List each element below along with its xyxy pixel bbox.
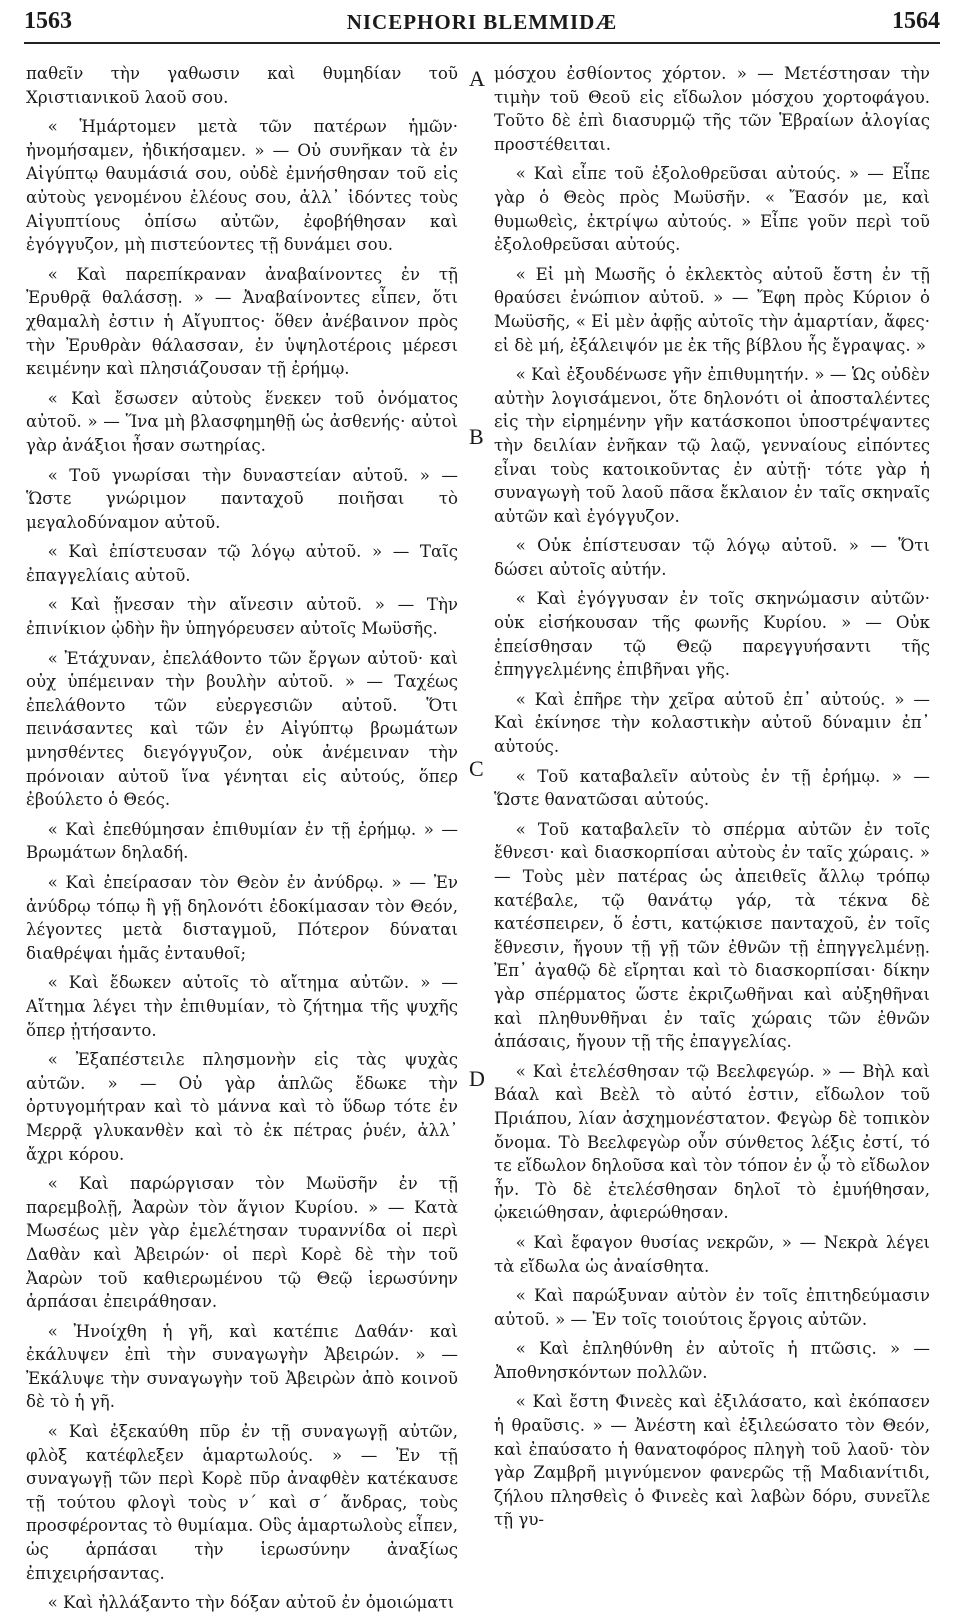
section-marker-a: A [469,66,485,91]
paragraph: « Οὐκ ἐπίστευσαν τῷ λόγῳ αὐτοῦ. » — Ὅτι δώσει αὐτοῖς αὐτήν. [494,536,930,579]
paragraph: « Καὶ ἐξουδένωσε γῆν ἐπιθυμητήν. » — Ὡς οὐδὲν αὐτὴν λογισάμενοι, ὅτε δηλονότι οἱ ἀποσταλέντες εἰς τὴν εἰρημένην γῆν κατάσκοποι ὑποστρέψαντες τὴν δειλίαν ἐνῆκαν τῷ λαῷ, γενναίους εἰπόντες εἶναι τοὺς κατοικοῦντας ἐν αὐτῇ· τότε γὰρ ἡ συναγωγὴ τοῦ λαοῦ πᾶσα ἔκλαιον ἐν ταῖς σκηναῖς αὐτῶν καὶ ἐγόγγυζον. [494,365,930,526]
paragraph: « Τοῦ γνωρίσαι τὴν δυναστείαν αὐτοῦ. » — Ὥστε γνώριμον πανταχοῦ ποιῆσαι τὸ μεγαλοδύναμον αὐτοῦ. [26,465,458,532]
paragraph: « Καὶ ἐπείρασαν τὸν Θεὸν ἐν ἀνύδρῳ. » — Ἐν ἀνύδρῳ τόπῳ ἢ γῇ δηλονότι ἐδοκίμασαν τὸν Θεόν, λέγοντες μετὰ δισταγμοῦ, Πότερον δύναται διαθρέψαι ἡμᾶς ἐνταυθοῖ; [26,873,458,963]
paragraph: « Καὶ ἐπεθύμησαν ἐπιθυμίαν ἐν τῇ ἐρήμῳ. » — Βρωμάτων δηλαδή. [26,819,458,863]
paragraph: « Καὶ εἶπε τοῦ ἐξολοθρεῦσαι αὐτούς. » — Εἶπε γὰρ ὁ Θεὸς πρὸς Μωϋσῆν. « Ἔασόν με, καὶ θυμωθεὶς, ἐκτρίψω αὐτούς. » Εἶπε γοῦν περὶ τοῦ ἐξολοθρεῦσαι αὐτούς. [494,164,930,255]
running-title: NICEPHORI BLEMMIDÆ [346,10,618,34]
paragraph: « Ἐξαπέστειλε πλησμονὴν εἰς τὰς ψυχὰς αὐτῶν. » — Οὐ γὰρ ἁπλῶς ἔδωκε τὴν ὀρτυγομήτραν καὶ τὸ μάννα καὶ τὸ ὕδωρ τότε ἐν Μερρᾷ γλυκανθὲν καὶ τὸ ἐκ πέτρας ῥυέν, ἀλλ᾽ ἄχρι κόρου. [26,1050,458,1164]
paragraph: « Καὶ ἐπῆρε τὴν χεῖρα αὐτοῦ ἐπ᾽ αὐτούς. » — Καὶ ἐκίνησε τὴν κολαστικὴν αὐτοῦ δύναμιν ἐπ᾽ αὐτούς. [494,689,930,757]
section-marker-c: C [469,756,484,781]
paragraph: « Ἠνοίχθη ἡ γῆ, καὶ κατέπιε Δαθάν· καὶ ἐκάλυψεν ἐπὶ τὴν συναγωγὴν Ἀβειρών. » — Ἐκάλυψε τὴν συναγωγὴν τοῦ Ἀβειρὼν ἀπὸ κοινοῦ δὲ τὸ ἡ γῆ. [26,1321,458,1412]
paragraph: « Καὶ παρεπίκραναν ἀναβαίνοντες ἐν τῇ Ἐρυθρᾷ θαλάσσῃ. » — Ἀναβαίνοντες εἶπεν, ὅτι χθαμαλὴ ἐστιν ἡ Αἴγυπτος· ὅθεν ἀνέβαινον πρὸς τὴν Ἐρυθρὰν θάλασσαν, ἐν ὑψηλοτέροις μέρεσι κειμένην καὶ πλησιάζουσαν τῇ ἐρήμῳ. [26,264,458,379]
section-marker-d: D [469,1066,485,1091]
left-page-number: 1563 [24,8,72,34]
page-header [24,8,940,44]
paragraph: « Καὶ ἐπίστευσαν τῷ λόγῳ αὐτοῦ. » — Ταῖς ἐπαγγελίαις αὐτοῦ. [26,542,458,585]
paragraph: « Τοῦ καταβαλεῖν τὸ σπέρμα αὐτῶν ἐν τοῖς ἔθνεσι· καὶ διασκορπίσαι αὐτοὺς ἐν ταῖς χώραις. » — Τοὺς μὲν πατέρας ὡς ἀπειθεῖς ἄλλῳ τρόπῳ κατέβαλε, τῷ θανάτῳ γάρ, τὰ τέκνα δὲ κατέσπειρεν, ὅ ἐστι, κατῴκισε πανταχοῦ, ἐν τοῖς ἔθνεσιν, ἤγουν τῇ γῇ τῶν ἐθνῶν τῇ ἐπηγγελμένῃ. Ἐπ᾽ ἀγαθῷ δὲ εἴρηται καὶ τὸ διασκορπίσαι· δίκην γὰρ σπέρματος ὥστε ἐκριζωθῆναι καὶ αὐξηθῆναι καὶ πληθυνθῆναι ἐν ταῖς χώραις τῶν ἐθνῶν ἁπάσαις, ἤγουν τῇ τῆς ἐπαγγελίας. [494,819,930,1052]
paragraph: « Καὶ ἐτελέσθησαν τῷ Βεελφεγώρ. » — Βὴλ καὶ Βάαλ καὶ Βεὲλ τὸ αὐτό ἐστιν, εἴδωλον τοῦ Πριάπου, λίαν ἀσχημονέστατον. Φεγὼρ δὲ τοπικὸν ὄνομα. Τὸ Βεελφεγὼρ οὖν σύνθετος λέξις ἐστί, τό τε εἴδωλον δηλοῦσα καὶ τὸν τόπον ἐν ᾧ τὸ εἴδωλον ἦν. Τὸ δὲ ἐτελέσθησαν δηλοῖ τὸ ἐμυήθησαν, ᾠκειώθησαν, ἀφιερώθησαν. [494,1061,930,1223]
paragraph: « Καὶ ἐγόγγυσαν ἐν τοῖς σκηνώμασιν αὐτῶν· οὐκ εἰσήκουσαν τῆς φωνῆς Κυρίου. » — Οὐκ ἐπείσθησαν τῷ Θεῷ παρεγγυήσαντι τῆς ἐπηγγελμένης ἐπιβῆναι γῆς. [494,589,930,680]
left-column [26,62,458,1621]
paragraph: « Καὶ ἐξεκαύθη πῦρ ἐν τῇ συναγωγῇ αὐτῶν, φλὸξ κατέφλεξεν ἁμαρτωλούς. » — Ἐν τῇ συναγωγῇ τῶν περὶ Κορὲ πῦρ ἀναφθὲν κατέκαυσε τῇ τούτου φλογὶ τοὺς ν´ καὶ σ´ ἄνδρας, τοὺς προσφέροντας τὸ θυμίαμα. Οὓς ἁμαρτωλοὺς εἶπεν, ὡς ἁρπάσαι τὴν ἱερωσύνην ἀναξίως ἐπιχειρήσαντας. [26,1422,458,1583]
paragraph: « Καὶ ἔφαγον θυσίας νεκρῶν, » — Νεκρὰ λέγει τὰ εἴδωλα ὡς ἀναίσθητα. [494,1232,930,1276]
paragraph: « Καὶ ἠλλάξαντο τὴν δόξαν αὐτοῦ ἐν ὁμοιώματι [47,1593,455,1613]
paragraph: « Ἐτάχυναν, ἐπελάθοντο τῶν ἔργων αὐτοῦ· καὶ οὐχ ὑπέμειναν τὴν βουλὴν αὐτοῦ. » — Ταχέως ἐπελάθοντο τῶν εὐεργεσιῶν αὐτοῦ. Ὅτι πεινάσαντες καὶ τῶν ἐν Αἰγύπτῳ βρωμάτων μνησθέντες διεγόγγυζον, οὐκ ἀνέμειναν τὴν πρόνοιαν αὐτοῦ ἵνα γένηται εἰς αὐτούς, ὅπερ ἐβούλετο ὁ Θεός. [26,648,458,810]
paragraph: παθεῖν τὴν γαθωσιν καὶ θυμηδίαν τοῦ Χριστιανικοῦ λαοῦ σου. [26,64,458,107]
paragraph: « Καὶ ἔσωσεν αὐτοὺς ἕνεκεν τοῦ ὀνόματος αὐτοῦ. » — Ἵνα μὴ βλασφημηθῇ ὡς ἀσθενής· αὐτοὶ γὰρ ἀνάξιοι ἦσαν σωτηρίας. [26,388,458,455]
right-column [494,62,930,1538]
paragraph: « Τοῦ καταβαλεῖν αὐτοὺς ἐν τῇ ἐρήμῳ. » — Ὥστε θανατῶσαι αὐτούς. [494,766,930,810]
paragraph: μόσχου ἐσθίοντος χόρτον. » — Μετέστησαν τὴν τιμὴν τοῦ Θεοῦ εἰς εἴδωλον μόσχου χορτοφάγου. Τοῦτο δὲ ἐπὶ διασυρμῷ τῆς τῶν Ἑβραίων ἀλογίας προστέθειται. [494,64,930,154]
paragraph: « Καὶ παρώξυναν αὐτὸν ἐν τοῖς ἐπιτηδεύμασιν αὐτοῦ. » — Ἐν τοῖς τοιούτοις ἔργοις αὐτῶν. [494,1286,930,1329]
paragraph: « Καὶ παρώργισαν τὸν Μωϋσῆν ἐν τῇ παρεμβολῇ, Ἀαρὼν τὸν ἅγιον Κυρίου. » — Κατὰ Μωσέως μὲν γὰρ ἐμελέτησαν τυραννίδα οἱ περὶ Δαθὰν καὶ Ἀβειρών· οἱ περὶ Κορὲ δὲ τὴν τοῦ Ἀαρὼν τοῦ καθιερωμένου τῷ Θεῷ ἱερωσύνην ἁρπάσαι ἐπειράθησαν. [26,1174,458,1312]
right-page-number: 1564 [892,8,940,34]
paragraph: « Καὶ ἔστη Φινεὲς καὶ ἐξιλάσατο, καὶ ἐκόπασεν ἡ θραῦσις. » — Ἀνέστη καὶ ἐξιλεώσατο τὸν Θεόν, καὶ ἐπαύσατο ἡ θανατοφόρος πληγὴ τοῦ λαοῦ· τὸν γὰρ Ζαμβρῆ μιγνύμενον φανερῶς τῇ Μαδιανίτιδι, ζήλου πλησθεὶς ὁ Φινεὲς καὶ λαβὼν δόρυ, συνεῖλε τῇ γυ- [494,1392,930,1530]
paragraph: « Καὶ ἐπληθύνθη ἐν αὐτοῖς ἡ πτῶσις. » — Ἀποθνησκόντων πολλῶν. [494,1339,930,1382]
paragraph: « Ἡμάρτομεν μετὰ τῶν πατέρων ἡμῶν· ἠνομήσαμεν, ἠδικήσαμεν. » — Οὐ συνῆκαν τὰ ἐν Αἰγύπτῳ θαυμάσιά σου, οὐδὲ ἐμνήσθησαν τοῦ εἰς αὐτοὺς γενομένου ἐλέους σου, ἀλλ᾽ ἰδόντες τοὺς Αἰγυπτίους ὀπίσω αὐτῶν, ἐφοβήθησαν καὶ ἐγόγγυζον, μὴ πιστεύοντες τῇ δυνάμει σου. [26,117,458,255]
paragraph: « Καὶ ᾔνεσαν τὴν αἴνεσιν αὐτοῦ. » — Τὴν ἐπινίκιον ᾠδὴν ἣν ὑπηγόρευσεν αὐτοῖς Μωϋσῆς. [26,595,458,639]
paragraph: « Καὶ ἔδωκεν αὐτοῖς τὸ αἴτημα αὐτῶν. » — Αἴτημα λέγει τὴν ἐπιθυμίαν, τὸ ζήτημα τῆς ψυχῆς ὅπερ ᾐτήσαντο. [26,973,458,1040]
section-marker-b: B [469,424,484,449]
paragraph: « Εἰ μὴ Μωσῆς ὁ ἐκλεκτὸς αὐτοῦ ἔστη ἐν τῇ θραύσει ἐνώπιον αὐτοῦ. » — Ἔφη πρὸς Κύριον ὁ Μωϋσῆς, « Εἰ μὲν ἀφῇς αὐτοῖς τὴν ἁμαρτίαν, ἄφες· εἰ δὲ μή, ἐξάλειψόν με ἐκ τῆς βίβλου ἧς ἔγραψας. » [494,264,930,355]
